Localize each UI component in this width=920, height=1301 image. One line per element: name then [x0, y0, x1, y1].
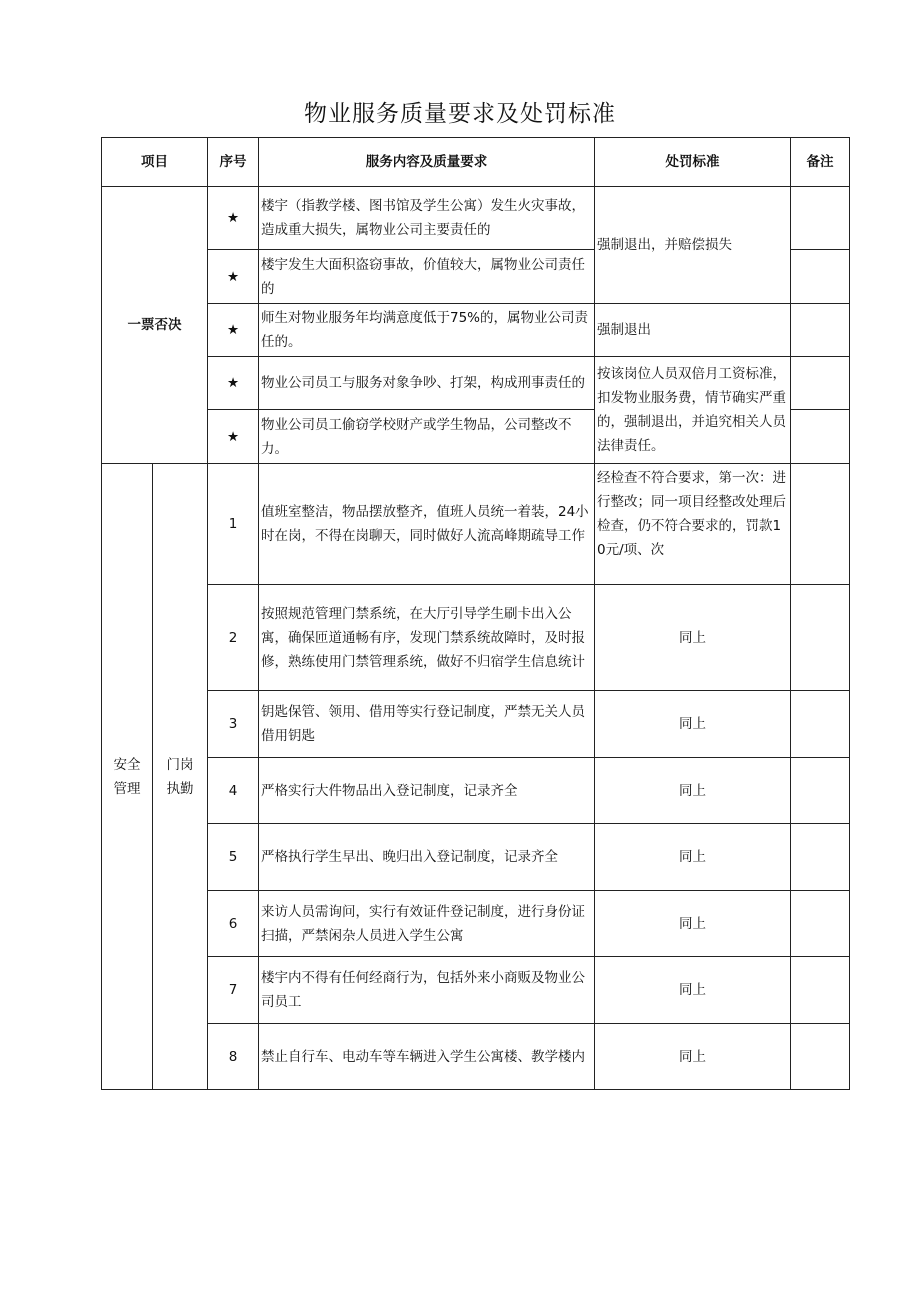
seq-cell: 3	[208, 691, 259, 758]
penalty-cell: 强制退出，并赔偿损失	[595, 187, 791, 304]
category-veto: 一票否决	[102, 187, 208, 464]
table-row	[102, 464, 850, 585]
penalty-cell: 同上	[595, 585, 791, 691]
seq-cell: 5	[208, 824, 259, 891]
table-row	[102, 758, 850, 824]
penalty-cell: 强制退出	[595, 304, 791, 357]
content-cell: 物业公司员工偷窃学校财产或学生物品，公司整改不力。	[259, 410, 595, 464]
note-cell	[791, 585, 850, 691]
table-row	[102, 357, 850, 410]
seq-cell: 7	[208, 957, 259, 1024]
note-cell	[791, 464, 850, 585]
penalty-cell: 按该岗位人员双倍月工资标准，扣发物业服务费，情节确实严重的，强制退出，并追究相关人员法律责任。	[595, 357, 791, 464]
note-cell	[791, 758, 850, 824]
seq-cell: 1	[208, 464, 259, 585]
note-cell	[791, 891, 850, 957]
content-cell: 钥匙保管、领用、借用等实行登记制度，严禁无关人员借用钥匙	[259, 691, 595, 758]
note-cell	[791, 691, 850, 758]
star-icon: ★	[208, 304, 259, 357]
header-content: 服务内容及质量要求	[259, 138, 595, 187]
star-icon: ★	[208, 357, 259, 410]
note-cell	[791, 410, 850, 464]
table-row	[102, 824, 850, 891]
content-cell: 严格实行大件物品出入登记制度，记录齐全	[259, 758, 595, 824]
content-cell: 值班室整洁，物品摆放整齐，值班人员统一着装，24小时在岗，不得在岗聊天，同时做好人流高峰期疏导工作	[259, 464, 595, 585]
table-row	[102, 187, 850, 250]
table-header-row	[102, 138, 850, 187]
page-title: 物业服务质量要求及处罚标准	[304, 101, 616, 127]
star-icon: ★	[208, 250, 259, 304]
penalty-cell: 同上	[595, 1024, 791, 1090]
seq-cell: 8	[208, 1024, 259, 1090]
content-cell: 师生对物业服务年均满意度低于75%的，属物业公司责任的。	[259, 304, 595, 357]
content-cell: 楼宇发生大面积盗窃事故，价值较大，属物业公司责任的	[259, 250, 595, 304]
note-cell	[791, 824, 850, 891]
table-row	[102, 691, 850, 758]
penalty-cell: 同上	[595, 758, 791, 824]
content-cell: 楼宇内不得有任何经商行为，包括外来小商贩及物业公司员工	[259, 957, 595, 1024]
category-line: 管理	[113, 780, 141, 797]
note-cell	[791, 304, 850, 357]
content-cell: 楼宇（指教学楼、图书馆及学生公寓）发生火灾事故，造成重大损失，属物业公司主要责任的	[259, 187, 595, 250]
table-row	[102, 891, 850, 957]
penalty-cell: 同上	[595, 891, 791, 957]
note-cell	[791, 250, 850, 304]
content-cell: 按照规范管理门禁系统，在大厅引导学生刷卡出入公寓，确保匝道通畅有序，发现门禁系统故障时，及时报修，熟练使用门禁管理系统，做好不归宿学生信息统计	[259, 585, 595, 691]
penalty-cell: 同上	[595, 691, 791, 758]
content-cell: 严格执行学生早出、晚归出入登记制度，记录齐全	[259, 824, 595, 891]
table-row	[102, 585, 850, 691]
note-cell	[791, 357, 850, 410]
seq-cell: 4	[208, 758, 259, 824]
note-cell	[791, 957, 850, 1024]
subcategory-line: 执勤	[166, 780, 194, 797]
table-row	[102, 957, 850, 1024]
seq-cell: 6	[208, 891, 259, 957]
note-cell	[791, 1024, 850, 1090]
header-note: 备注	[791, 138, 850, 187]
category-security-management	[102, 464, 153, 1090]
note-cell	[791, 187, 850, 250]
standards-table	[101, 137, 850, 1090]
header-penalty: 处罚标准	[595, 138, 791, 187]
category-line: 安全	[113, 756, 141, 773]
header-item: 项目	[102, 138, 208, 187]
table-row	[102, 304, 850, 357]
penalty-cell: 同上	[595, 957, 791, 1024]
star-icon: ★	[208, 410, 259, 464]
star-icon: ★	[208, 187, 259, 250]
content-cell: 禁止自行车、电动车等车辆进入学生公寓楼、教学楼内	[259, 1024, 595, 1090]
content-cell: 来访人员需询问，实行有效证件登记制度，进行身份证扫描，严禁闲杂人员进入学生公寓	[259, 891, 595, 957]
penalty-cell: 同上	[595, 824, 791, 891]
table-row	[102, 1024, 850, 1090]
subcategory-gate-duty	[153, 464, 208, 1090]
header-seq: 序号	[208, 138, 259, 187]
seq-cell: 2	[208, 585, 259, 691]
content-cell: 物业公司员工与服务对象争吵、打架，构成刑事责任的	[259, 357, 595, 410]
penalty-cell: 经检查不符合要求，第一次：进行整改；同一项目经整改处理后检查，仍不符合要求的，罚款10元/项、次	[595, 464, 791, 585]
subcategory-line: 门岗	[166, 756, 194, 773]
